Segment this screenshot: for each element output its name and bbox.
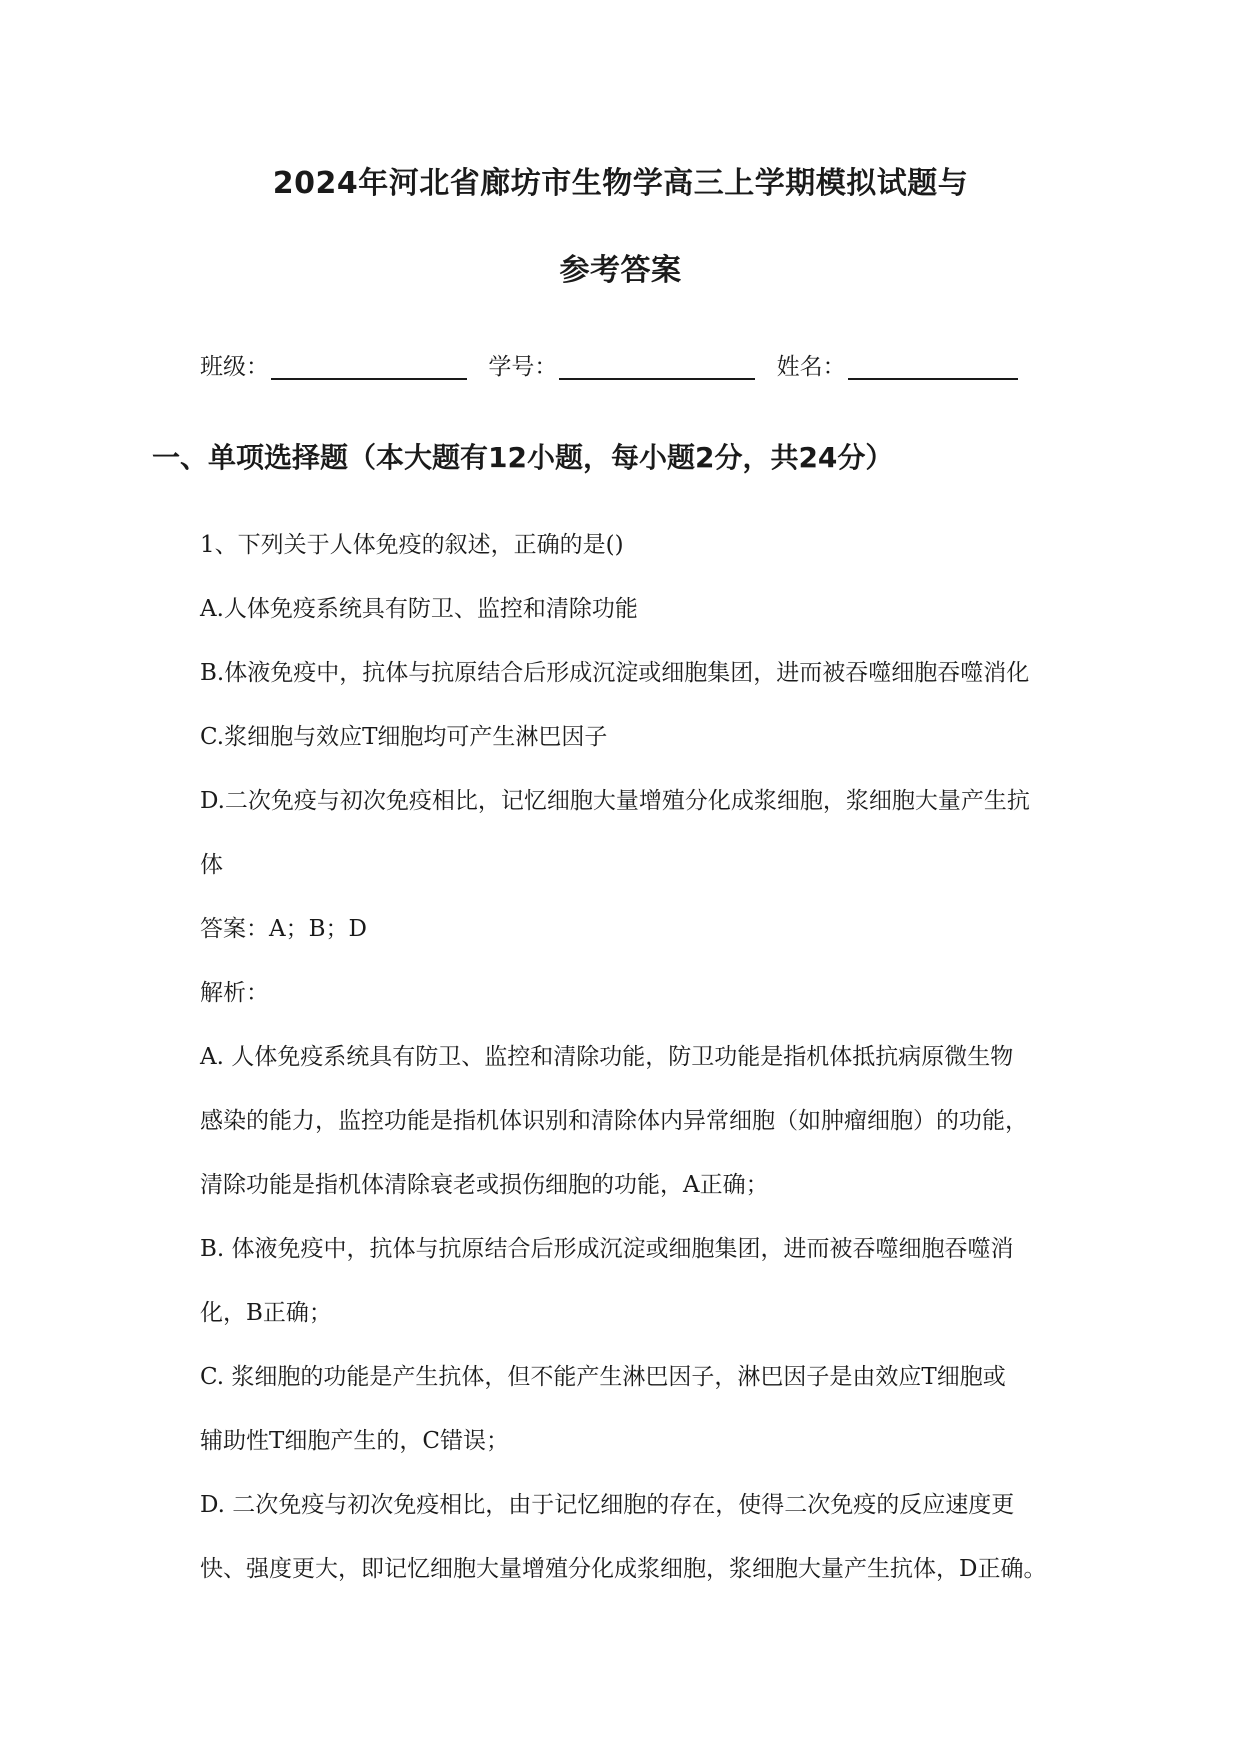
class-blank [271,354,467,380]
analysis-line: 清除功能是指机体清除衰老或损伤细胞的功能，A正确； [200,1172,769,1198]
analysis-line: C. 浆细胞的功能是产生抗体，但不能产生淋巴因子，淋巴因子是由效应T细胞或 [200,1364,1006,1390]
name-blank [848,354,1018,380]
analysis-line: 辅助性T细胞产生的，C错误； [200,1428,509,1454]
analysis-line: 化，B正确； [200,1300,332,1326]
student-info-row [200,348,1032,381]
analysis-line: B. 体液免疫中，抗体与抗原结合后形成沉淀或细胞集团，进而被吞噬细胞吞噬消 [200,1236,1014,1262]
analysis-label: 解析： [200,980,269,1006]
question-stem: 1、下列关于人体免疫的叙述，正确的是() [200,532,624,558]
analysis-line: 感染的能力，监控功能是指机体识别和清除体内异常细胞（如肿瘤细胞）的功能， [200,1108,1028,1134]
option-b: B.体液免疫中，抗体与抗原结合后形成沉淀或细胞集团，进而被吞噬细胞吞噬消化 [200,660,1030,686]
document-title-line-2: 参考答案 [559,253,682,288]
option-a: A.人体免疫系统具有防卫、监控和清除功能 [200,596,638,622]
student-id-blank [559,354,755,380]
option-d: D.二次免疫与初次免疫相比，记忆细胞大量增殖分化成浆细胞，浆细胞大量产生抗 [200,788,1030,814]
analysis-line: D. 二次免疫与初次免疫相比，由于记忆细胞的存在，使得二次免疫的反应速度更 [200,1492,1015,1518]
student-id-label: 学号： [488,354,558,380]
analysis-line: A. 人体免疫系统具有防卫、监控和清除功能，防卫功能是指机体抵抗病原微生物 [200,1044,1014,1070]
document-title-line-1: 2024年河北省廊坊市生物学高三上学期模拟试题与 [272,166,969,201]
analysis-line: 快、强度更大，即记忆细胞大量增殖分化成浆细胞，浆细胞大量产生抗体，D正确。 [200,1556,1047,1582]
option-d-continued: 体 [200,852,223,878]
name-label: 姓名： [776,354,846,380]
option-c: C.浆细胞与效应T细胞均可产生淋巴因子 [200,724,608,750]
answer-line: 答案：A；B；D [200,916,367,942]
class-label: 班级： [200,354,269,380]
section-heading: 一、单项选择题（本大题有12小题，每小题2分，共24分） [152,441,894,474]
